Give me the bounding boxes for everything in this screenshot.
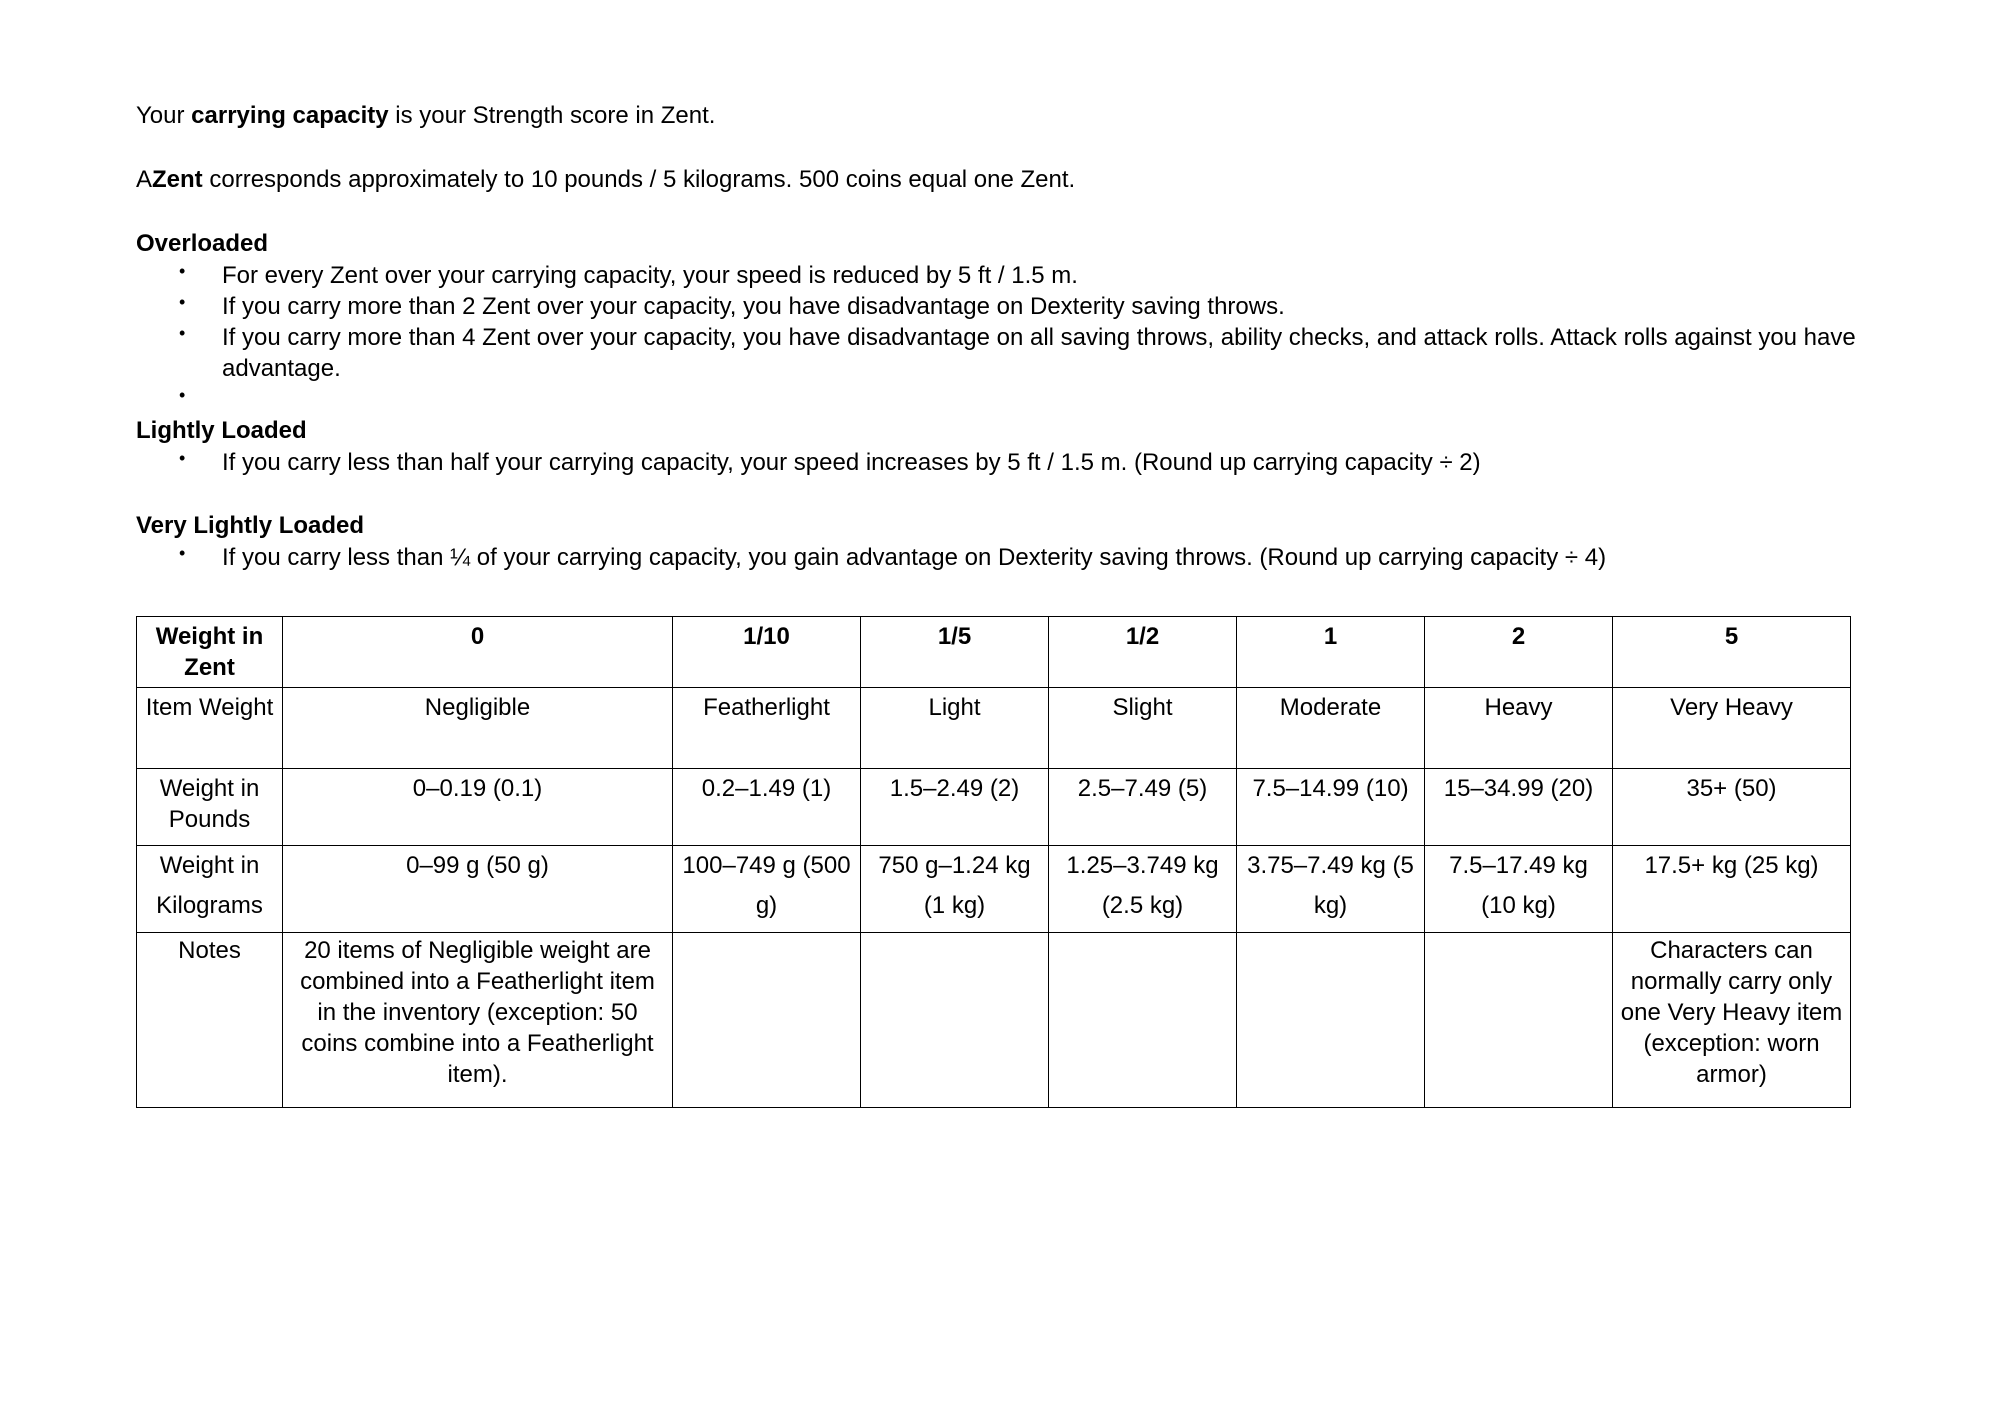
overloaded-heading: Overloaded: [136, 230, 269, 257]
list-item: [136, 322, 1856, 384]
table-cell: [1425, 933, 1613, 1108]
bullet-icon: •: [179, 261, 186, 281]
zent-paragraph: [136, 164, 1856, 196]
table-cell: [1049, 933, 1237, 1108]
very-lightly-loaded-list: [136, 542, 1856, 573]
bullet-icon: •: [179, 323, 186, 343]
bold-term: carrying capacity: [191, 102, 389, 129]
table-cell: Very Heavy: [1613, 688, 1851, 769]
table-cell: 15–34.99 (20): [1425, 769, 1613, 846]
list-item-text: If you carry less than half your carrying capacity, your speed increases by 5 ft / 1.5 m. (Round up carrying capacity ÷ 2): [222, 449, 1481, 476]
table-row-zent: [137, 617, 1851, 688]
list-item-text: For every Zent over your carrying capacity, your speed is reduced by 5 ft / 1.5 m.: [222, 262, 1078, 289]
table-cell: 1: [1237, 617, 1425, 688]
table-cell: 2: [1425, 617, 1613, 688]
table-cell: Light: [861, 688, 1049, 769]
table-cell: [673, 933, 861, 1108]
table-cell: 7.5–14.99 (10): [1237, 769, 1425, 846]
table-cell: Characters can normally carry only one Very Heavy item (exception: worn armor): [1613, 933, 1851, 1108]
list-item: [136, 260, 1856, 291]
table-cell: 7.5–17.49 kg (10 kg): [1425, 846, 1613, 933]
table-cell: [861, 933, 1049, 1108]
table-cell: 1.5–2.49 (2): [861, 769, 1049, 846]
table-cell: 1/10: [673, 617, 861, 688]
capacity-paragraph: [136, 100, 1856, 132]
table-cell: 750 g–1.24 kg (1 kg): [861, 846, 1049, 933]
weight-table: [136, 616, 1851, 1108]
table-cell: 5: [1613, 617, 1851, 688]
table-cell: 1/5: [861, 617, 1049, 688]
table-cell: Negligible: [283, 688, 673, 769]
list-item-text: If you carry less than ¼ of your carrying capacity, you gain advantage on Dexterity saving throws. (Round up carrying capacity ÷ 4): [222, 544, 1607, 571]
list-item: [136, 291, 1856, 322]
list-item: [136, 542, 1856, 573]
table-cell: 1/2: [1049, 617, 1237, 688]
table-cell: 20 items of Negligible weight are combined into a Featherlight item in the inventory (exception: 50 coins combine into a Featherlight item).: [283, 933, 673, 1108]
list-item: [136, 447, 1856, 478]
table-cell: 17.5+ kg (25 kg): [1613, 846, 1851, 933]
text-run: Your: [136, 102, 192, 129]
lightly-loaded-heading: Lightly Loaded: [136, 417, 307, 444]
table-cell: 0–99 g (50 g): [283, 846, 673, 933]
row-label-weight-in-kilograms: Weight in Kilograms: [137, 846, 283, 933]
text-run: is your Strength score in Zent.: [388, 102, 716, 129]
row-label-weight-in-pounds: Weight in Pounds: [137, 769, 283, 846]
table-cell: Moderate: [1237, 688, 1425, 769]
table-row-item-weight: [137, 688, 1851, 769]
table-cell: Featherlight: [673, 688, 861, 769]
table-cell: 0: [283, 617, 673, 688]
bullet-icon: •: [179, 448, 186, 468]
table-cell: [1237, 933, 1425, 1108]
list-item: [136, 384, 1856, 415]
list-item-text: If you carry more than 4 Zent over your capacity, you have disadvantage on all saving throws, ability checks, and attack rolls. Attack rolls against you have advantage.: [222, 324, 1856, 382]
document-body: [136, 100, 1856, 573]
table-cell: 0–0.19 (0.1): [283, 769, 673, 846]
text-run: corresponds approximately to 10 pounds / 5 kilograms. 500 coins equal one Zent.: [202, 166, 1076, 193]
table-cell: Slight: [1049, 688, 1237, 769]
list-item-text: If you carry more than 2 Zent over your capacity, you have disadvantage on Dexterity saving throws.: [222, 293, 1285, 320]
table-cell: 0.2–1.49 (1): [673, 769, 861, 846]
table-row-kilograms: [137, 846, 1851, 933]
lightly-loaded-list: [136, 447, 1856, 478]
row-label-weight-in-zent: Weight in Zent: [137, 617, 283, 688]
table-cell: 1.25–3.749 kg (2.5 kg): [1049, 846, 1237, 933]
text-run: A: [136, 166, 153, 193]
table-cell: 35+ (50): [1613, 769, 1851, 846]
table-cell: Heavy: [1425, 688, 1613, 769]
row-label-item-weight: Item Weight: [137, 688, 283, 769]
bullet-icon: •: [179, 385, 186, 405]
bullet-icon: •: [179, 543, 186, 563]
bold-term: Zent: [152, 166, 203, 193]
table-cell: 3.75–7.49 kg (5 kg): [1237, 846, 1425, 933]
table-row-pounds: [137, 769, 1851, 846]
very-lightly-loaded-heading: Very Lightly Loaded: [136, 512, 365, 539]
table-row-notes: [137, 933, 1851, 1108]
row-label-notes: Notes: [137, 933, 283, 1108]
bullet-icon: •: [179, 292, 186, 312]
overloaded-list: [136, 260, 1856, 415]
table-cell: 100–749 g (500 g): [673, 846, 861, 933]
table-cell: 2.5–7.49 (5): [1049, 769, 1237, 846]
